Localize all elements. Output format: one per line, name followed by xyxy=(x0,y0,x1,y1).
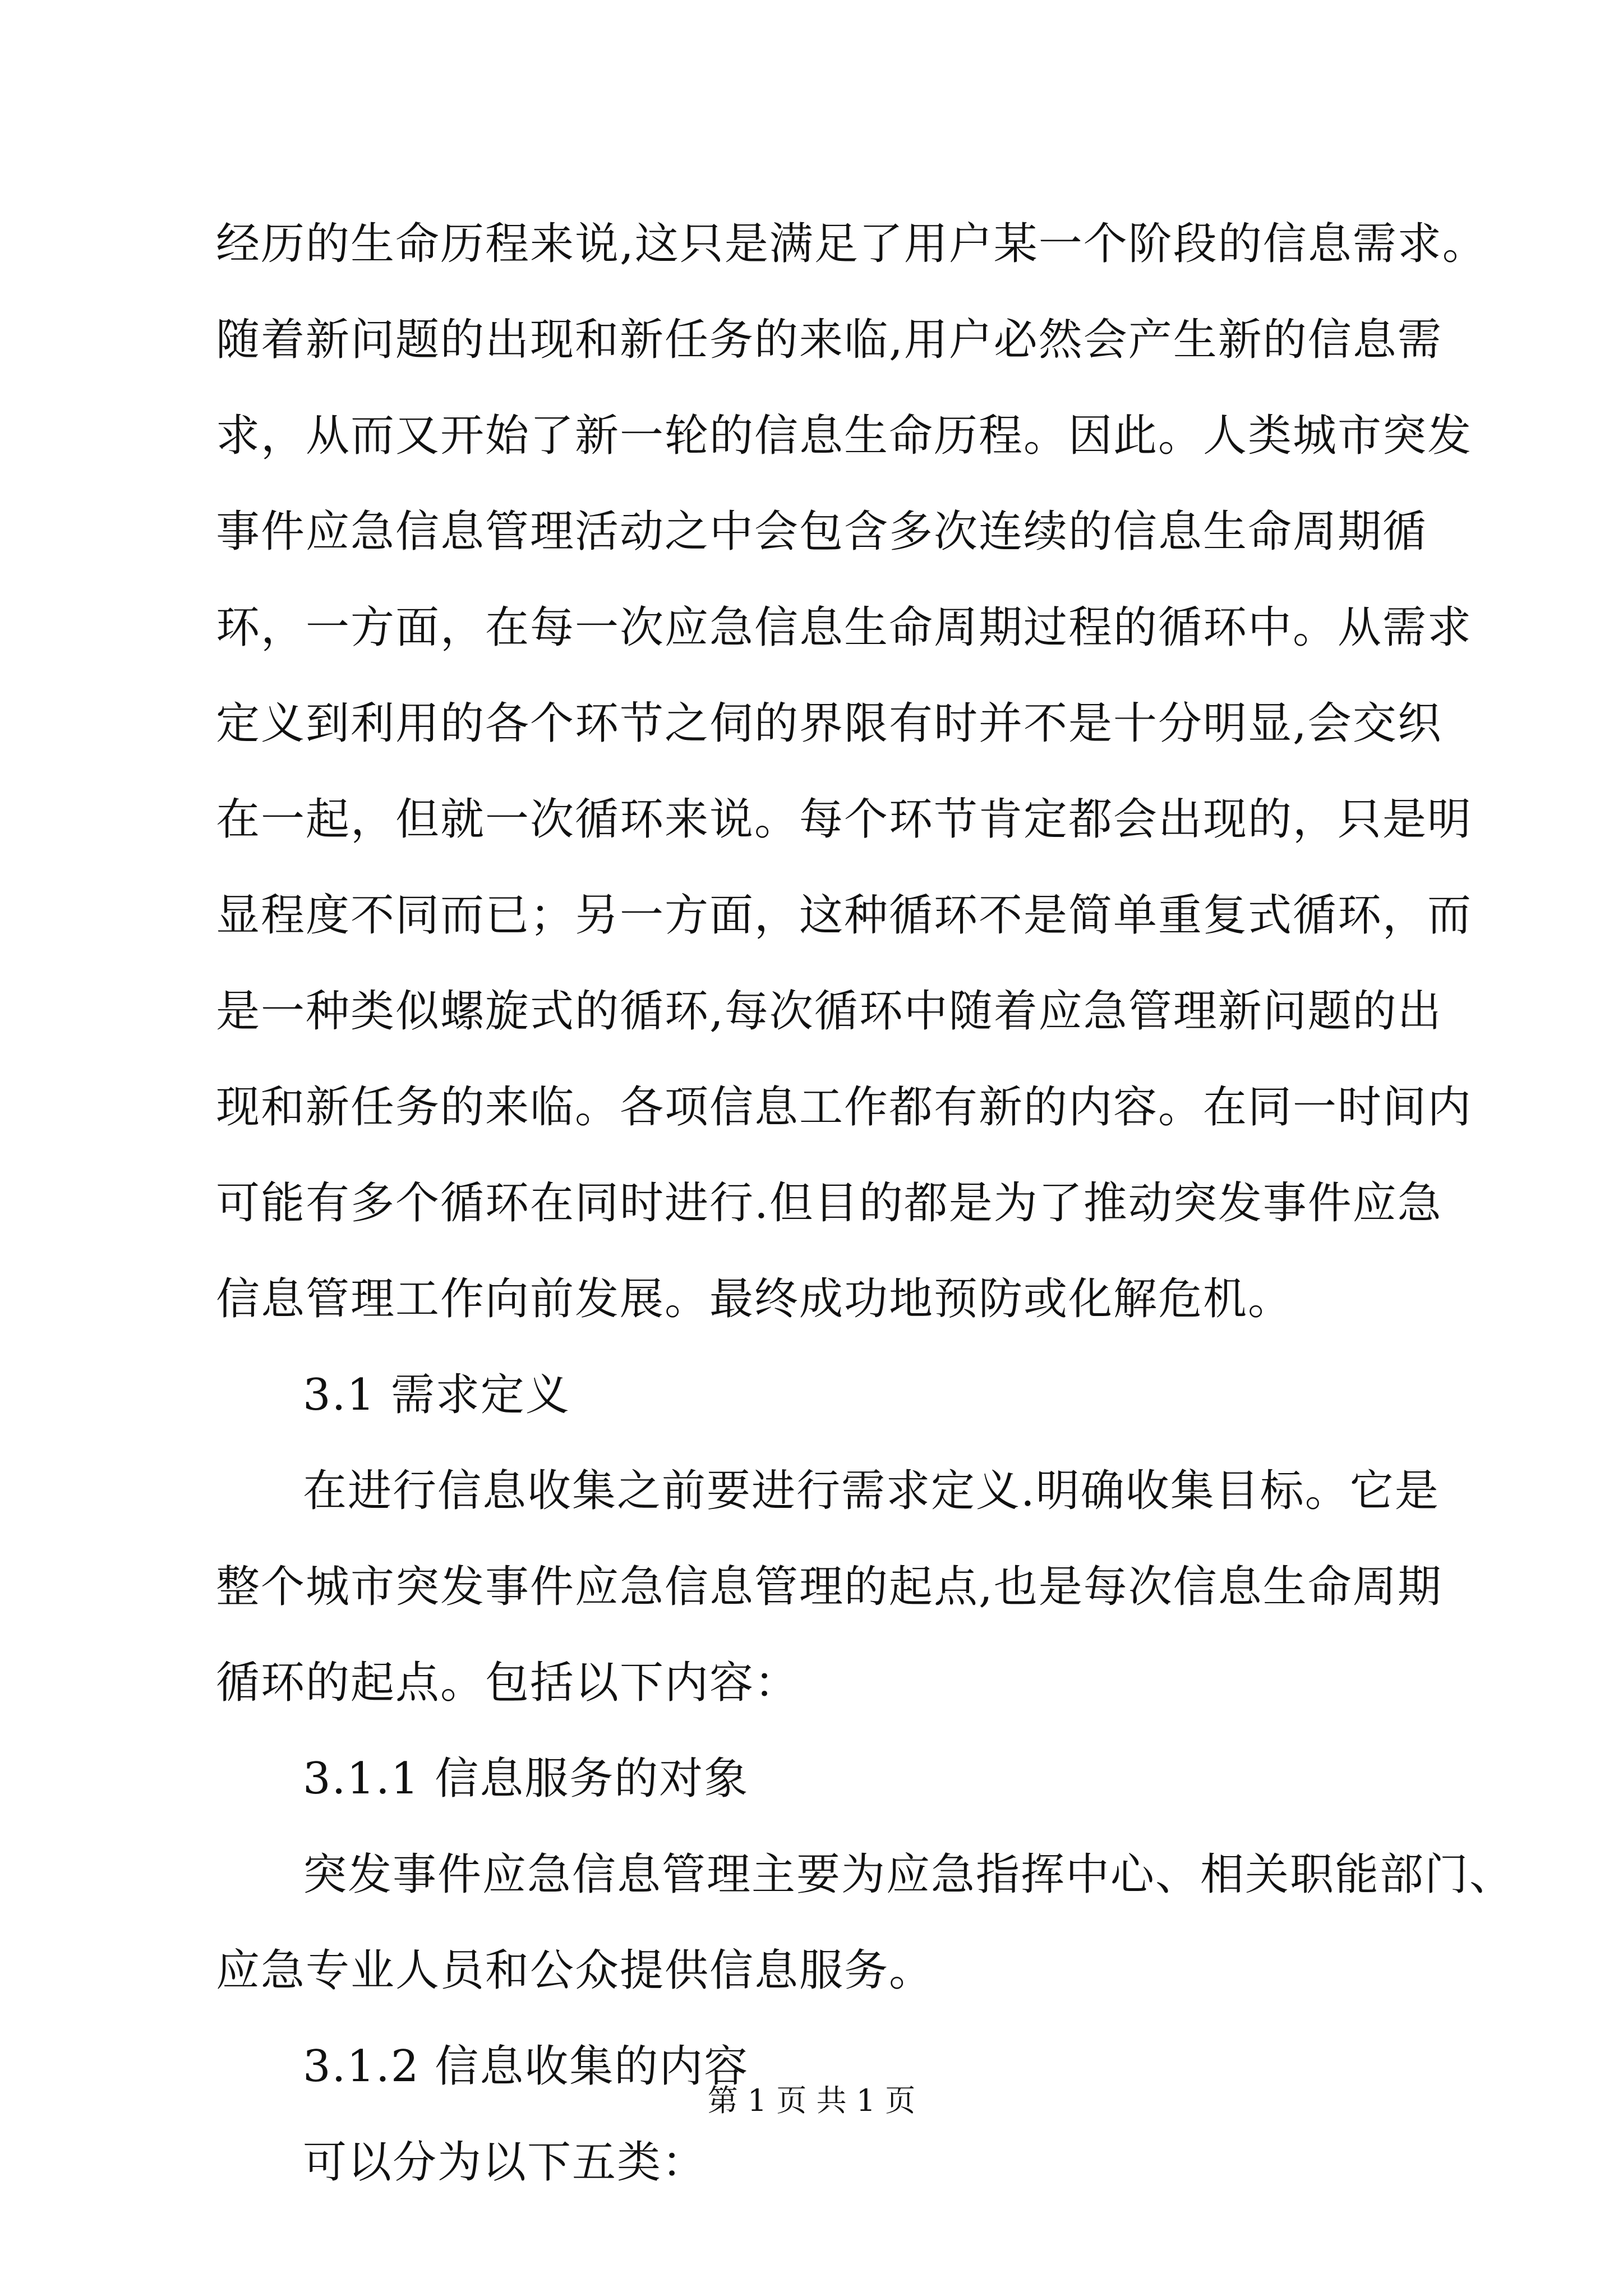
paragraph-line: 应急专业人员和公众提供信息服务。 xyxy=(216,1945,934,1996)
paragraph-line: 信息管理工作向前发展。最终成功地预防或化解危机。 xyxy=(216,1274,1293,1324)
paragraph-line: 循环的起点。包括以下内容： xyxy=(216,1658,800,1708)
paragraph-line: 经历的生命历程来说,这只是满足了用户某一个阶段的信息需求。 xyxy=(216,219,1487,269)
paragraph-line: 整个城市突发事件应急信息管理的起点,也是每次信息生命周期 xyxy=(216,1562,1442,1612)
paragraph-line: 可能有多个循环在同时进行.但目的都是为了推动突发事件应急 xyxy=(216,1178,1442,1228)
page-footer: 第 1 页 共 1 页 xyxy=(707,2083,916,2118)
paragraph-line: 在一起，但就一次循环来说。每个环节肯定都会出现的，只是明 xyxy=(216,794,1473,845)
paragraph-line: 在进行信息收集之前要进行需求定义.明确收集目标。它是 xyxy=(303,1466,1440,1516)
paragraph-line: 随着新问题的出现和新任务的来临,用户必然会产生新的信息需 xyxy=(216,315,1442,365)
paragraph-line: 突发事件应急信息管理主要为应急指挥中心、相关职能部门、 xyxy=(303,1849,1515,1900)
paragraph-line: 定义到利用的各个环节之伺的界限有时并不是十分明显,会交织 xyxy=(216,698,1442,749)
paragraph-line: 可以分为以下五类： xyxy=(303,2137,707,2188)
paragraph-line: 事件应急信息管理活动之中会包含多次连续的信息生命周期循 xyxy=(216,507,1428,557)
paragraph-line: 是一种类似螺旋式的循环,每次循环中随着应急管理新问题的出 xyxy=(216,986,1442,1037)
subsection-heading: 3.1.1 信息服务的对象 xyxy=(303,1754,749,1804)
paragraph-line: 环，一方面，在每一次应急信息生命周期过程的循环中。从需求 xyxy=(216,602,1473,653)
paragraph-line: 求，从而又开始了新一轮的信息生命历程。因此。人类城市突发 xyxy=(216,411,1473,461)
section-heading: 3.1 需求定义 xyxy=(303,1370,570,1420)
subsection-heading: 3.1.2 信息收集的内容 xyxy=(303,2041,749,2092)
paragraph-line: 现和新任务的来临。各项信息工作都有新的内容。在同一时间内 xyxy=(216,1082,1473,1133)
paragraph-line: 显程度不同而已；另一方面，这种循环不是简单重复式循环，而 xyxy=(216,890,1473,941)
